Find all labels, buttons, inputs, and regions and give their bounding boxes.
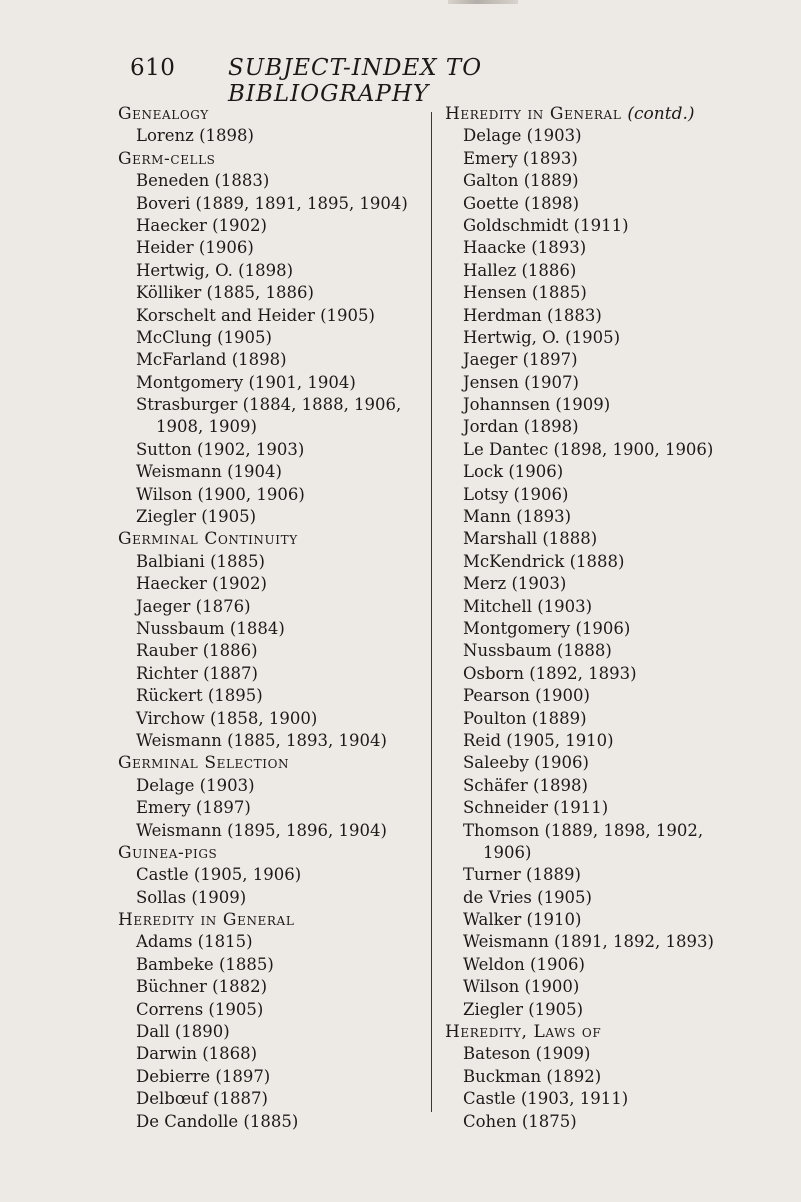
index-entry: Montgomery (1901, 1904) (136, 372, 356, 392)
index-entry: Wilson (1900) (463, 977, 580, 997)
index-heading (118, 842, 430, 864)
index-entry: Castle (1903, 1911) (463, 1089, 629, 1109)
index-column-left (118, 103, 430, 1133)
index-entry: Ziegler (1905) (463, 999, 584, 1019)
index-entry: Emery (1897) (136, 798, 251, 818)
index-entry: Büchner (1882) (136, 977, 268, 997)
index-entry: Delbœuf (1887) (136, 1089, 268, 1109)
index-heading-text: Guinea-pigs (118, 842, 218, 863)
index-heading (118, 909, 430, 931)
index-entry: Weismann (1885, 1893, 1904) (136, 730, 387, 750)
index-entry: Hertwig, O. (1898) (136, 260, 294, 280)
index-entry: Haecker (1902) (136, 574, 267, 594)
index-entry: Debierre (1897) (136, 1066, 271, 1086)
index-entry: Galton (1889) (463, 171, 579, 191)
index-entry: Beneden (1883) (136, 171, 270, 191)
index-heading-text: Heredity, Laws of (445, 1022, 602, 1043)
index-entry: Goette (1898) (463, 193, 580, 213)
index-entry: Sollas (1909) (136, 887, 247, 907)
index-entry: McClung (1905) (136, 327, 272, 347)
index-entry: Mann (1893) (463, 507, 572, 527)
index-entry: Montgomery (1906) (463, 618, 631, 638)
index-entry: Weismann (1895, 1896, 1904) (136, 820, 387, 840)
index-entry: Virchow (1858, 1900) (136, 708, 318, 728)
index-entry: Haecker (1902) (136, 215, 267, 235)
index-entry: Castle (1905, 1906) (136, 865, 302, 885)
index-entry: Boveri (1889, 1891, 1895, 1904) (136, 193, 408, 213)
index-entry: Nussbaum (1888) (463, 641, 612, 661)
index-entry: Reid (1905, 1910) (463, 730, 614, 750)
index-heading (445, 103, 795, 125)
index-entry: Kölliker (1885, 1886) (136, 283, 314, 303)
index-entry: Walker (1910) (463, 910, 582, 930)
index-entry: Haacke (1893) (463, 238, 587, 258)
index-entry: Korschelt and Heider (1905) (136, 305, 375, 325)
index-entry: Sutton (1902, 1903) (136, 439, 305, 459)
index-entry: Balbiani (1885) (136, 551, 265, 571)
index-entry: de Vries (1905) (463, 887, 592, 907)
index-entry: Lotsy (1906) (463, 484, 569, 504)
index-entry: Jaeger (1876) (136, 596, 251, 616)
index-entry: Pearson (1900) (463, 686, 590, 706)
index-entry: Cohen (1875) (463, 1111, 577, 1131)
index-column-right (445, 103, 795, 1133)
index-entry: Buckman (1892) (463, 1066, 602, 1086)
index-heading-text: Germinal Continuity (118, 529, 298, 550)
index-entry: Bateson (1909) (463, 1044, 591, 1064)
index-entry: Hertwig, O. (1905) (463, 327, 621, 347)
index-entry: Bambeke (1885) (136, 954, 274, 974)
index-entry: McKendrick (1888) (463, 551, 625, 571)
page-number: 610 (130, 55, 176, 81)
index-entry: Correns (1905) (136, 999, 264, 1019)
index-entry: Herdman (1883) (463, 305, 602, 325)
index-entry: Mitchell (1903) (463, 596, 593, 616)
index-entry: Poulton (1889) (463, 708, 587, 728)
index-entry: De Candolle (1885) (136, 1111, 299, 1131)
index-entry: Heider (1906) (136, 238, 254, 258)
index-entry-continuation: 1908, 1909) (156, 417, 257, 437)
index-entry: Goldschmidt (1911) (463, 215, 629, 235)
index-entry: Emery (1893) (463, 148, 578, 168)
index-entry: Rauber (1886) (136, 641, 258, 661)
index-entry: Weldon (1906) (463, 954, 585, 974)
index-entry: Darwin (1868) (136, 1044, 258, 1064)
index-entry: McFarland (1898) (136, 350, 287, 370)
index-heading-text: Heredity in General (118, 910, 295, 931)
index-entry: Johannsen (1909) (463, 395, 611, 415)
index-entry: Hensen (1885) (463, 283, 587, 303)
index-entry: Hallez (1886) (463, 260, 577, 280)
index-entry: Weismann (1891, 1892, 1893) (463, 932, 714, 952)
index-entry: Delage (1903) (136, 775, 255, 795)
index-entry-continuation: 1906) (483, 842, 532, 862)
index-entry: Ziegler (1905) (136, 507, 257, 527)
index-entry: Rückert (1895) (136, 686, 263, 706)
index-heading-text: Heredity in General (445, 104, 622, 124)
index-entry: Lock (1906) (463, 462, 564, 482)
running-title: SUBJECT-INDEX TO BIBLIOGRAPHY (228, 55, 483, 107)
index-entry: Adams (1815) (136, 932, 253, 952)
index-heading-text: Germinal Selection (118, 753, 290, 774)
index-entry: Delage (1903) (463, 126, 582, 146)
index-entry: Nussbaum (1884) (136, 618, 285, 638)
column-divider (431, 112, 432, 1112)
index-entry: Merz (1903) (463, 574, 567, 594)
index-entry: Marshall (1888) (463, 529, 598, 549)
index-heading (118, 103, 430, 125)
index-heading (118, 528, 430, 550)
index-entry: Saleeby (1906) (463, 753, 589, 773)
index-entry: Strasburger (1884, 1888, 1906, (136, 395, 402, 415)
index-entry: Lorenz (1898) (136, 126, 254, 146)
index-entry: Jensen (1907) (463, 372, 579, 392)
index-heading (445, 1021, 795, 1043)
index-entry: Schneider (1911) (463, 798, 609, 818)
index-entry: Turner (1889) (463, 865, 581, 885)
index-heading (118, 148, 430, 170)
scan-edge-mark (448, 0, 518, 4)
index-entry: Le Dantec (1898, 1900, 1906) (463, 439, 714, 459)
index-entry: Osborn (1892, 1893) (463, 663, 637, 683)
running-header (130, 55, 690, 107)
index-entry: Jordan (1898) (463, 417, 579, 437)
index-entry: Thomson (1889, 1898, 1902, (463, 820, 704, 840)
index-entry: Schäfer (1898) (463, 775, 588, 795)
index-heading-text: Germ-cells (118, 148, 216, 169)
index-entry: Wilson (1900, 1906) (136, 484, 305, 504)
index-entry: Dall (1890) (136, 1022, 230, 1042)
index-entry: Weismann (1904) (136, 462, 282, 482)
index-heading-text: Genealogy (118, 104, 209, 124)
index-heading-suffix: (contd.) (627, 104, 695, 124)
index-heading (118, 752, 430, 774)
index-entry: Richter (1887) (136, 663, 258, 683)
index-entry: Jaeger (1897) (463, 350, 578, 370)
